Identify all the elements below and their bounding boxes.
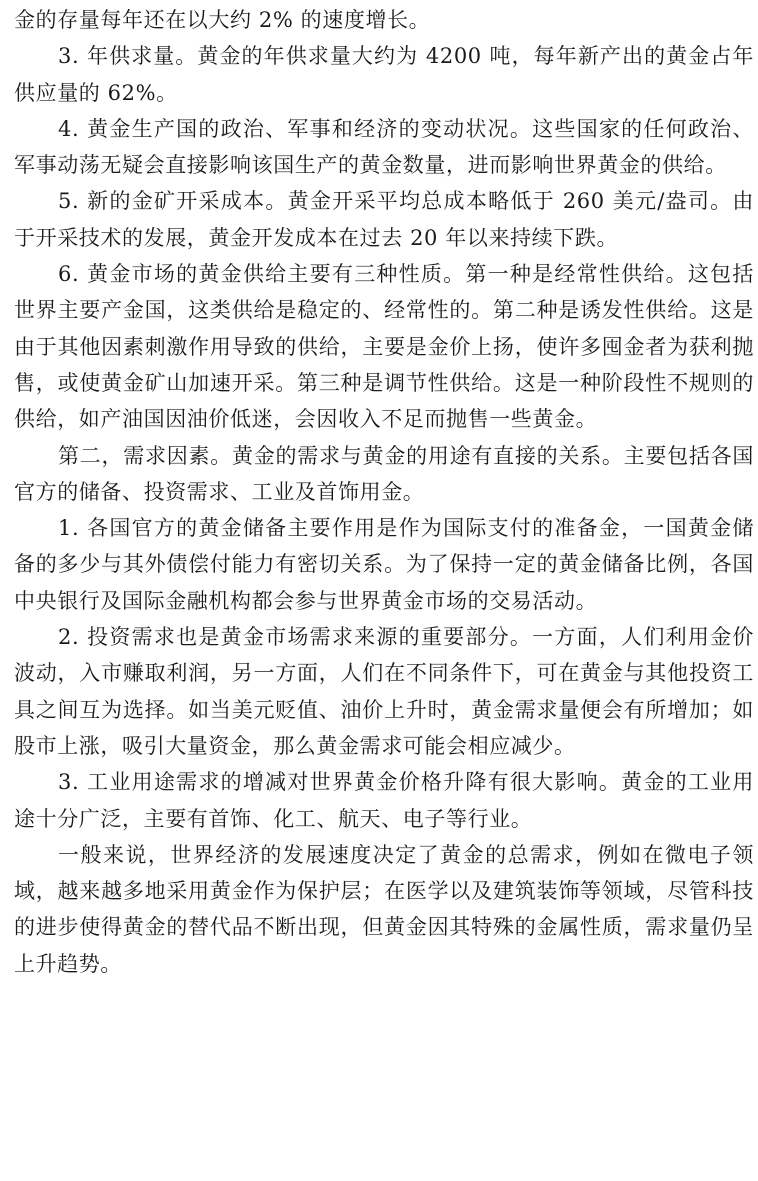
paragraph-investment-demand: 2. 投资需求也是黄金市场需求来源的重要部分。一方面，人们利用金价波动，入市赚取利润，另一方面，人们在不同条件下，可在黄金与其他投资工具之间互为选择。如当美元贬值、油价上升时，黄金需求量便会有所增加；如股市上涨，吸引大量资金，那么黄金需求可能会相应减少。	[14, 625, 754, 758]
paragraph-industrial-demand: 3. 工业用途需求的增减对世界黄金价格升降有很大影响。黄金的工业用途十分广泛，主要有首饰、化工、航天、电子等行业。	[14, 770, 754, 831]
paragraph-supply-types: 6. 黄金市场的黄金供给主要有三种性质。第一种是经常性供给。这包括世界主要产金国，这类供给是稳定的、经常性的。第二种是诱发性供给。这是由于其他因素刺激作用导致的供给，主要是金价上扬，使许多囤金者为获利抛售，或使黄金矿山加速开采。第三种是调节性供给。这是一种阶段性不规则的供给，如产油国因油价低迷，会因收入不足而抛售一些黄金。	[14, 262, 754, 432]
paragraph-economic-development: 一般来说，世界经济的发展速度决定了黄金的总需求，例如在微电子领域，越来越多地采用黄金作为保护层；在医学以及建筑装饰等领域，尽管科技的进步使得黄金的替代品不断出现，但黄金因其特殊的金属性质，需求量仍呈上升趋势。	[14, 842, 754, 976]
paragraph-gold-stock-growth: 金的存量每年还在以大约 2% 的速度增长。	[14, 8, 431, 32]
paragraph-producer-country-stability: 4. 黄金生产国的政治、军事和经济的变动状况。这些国家的任何政治、军事动荡无疑会直接影响该国生产的黄金数量，进而影响世界黄金的供给。	[14, 116, 754, 178]
paragraph-demand-factors: 第二，需求因素。黄金的需求与黄金的用途有直接的关系。主要包括各国官方的储备、投资需求、工业及首饰用金。	[14, 443, 754, 504]
paragraph-annual-supply-demand: 3. 年供求量。黄金的年供求量大约为 4200 吨，每年新产出的黄金占年供应量的 62%。	[14, 44, 754, 105]
paragraph-mining-cost: 5. 新的金矿开采成本。黄金开采平均总成本略低于 260 美元/盎司。由于开采技术的发展，黄金开发成本在过去 20 年以来持续下跌。	[14, 189, 754, 250]
document-page	[14, 0, 754, 982]
paragraph-official-reserves: 1. 各国官方的黄金储备主要作用是作为国际支付的准备金，一国黄金储备的多少与其外债偿付能力有密切关系。为了保持一定的黄金储备比例，各国中央银行及国际金融机构都会参与世界黄金市场的交易活动。	[14, 516, 754, 613]
